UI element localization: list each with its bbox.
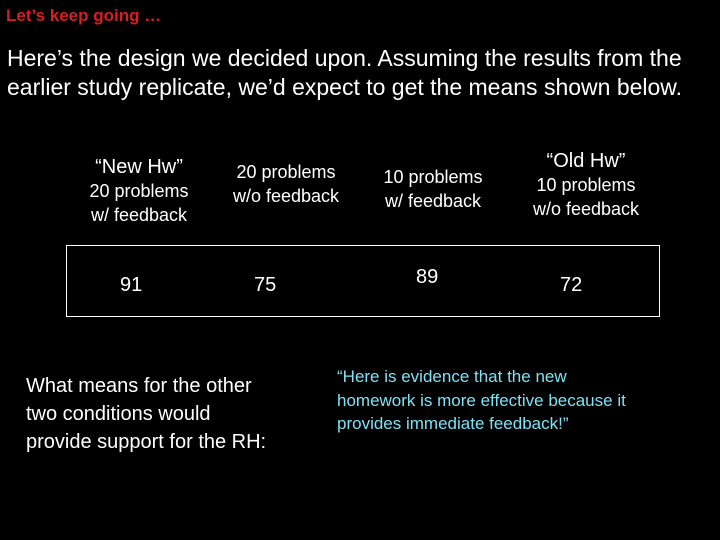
condition-label-line1: 20 problems [236, 162, 336, 182]
question-line: two conditions would [26, 403, 211, 425]
quote-line: provides immediate feedback!” [337, 414, 569, 433]
condition-label-line2: w/o feedback [232, 186, 340, 206]
quote-text [337, 365, 626, 436]
question-text [26, 372, 266, 456]
group-label-new-hw: “New Hw” [95, 156, 183, 178]
question-line: provide support for the RH: [26, 431, 267, 453]
mean-value-4: 72 [560, 274, 583, 296]
condition-column-3 [372, 165, 494, 213]
quote-line: homework is more effective because it [337, 390, 626, 410]
condition-label-line1: 10 problems [383, 167, 483, 187]
condition-column-1 [79, 155, 199, 227]
condition-label-line1: 20 problems [89, 181, 189, 201]
question-line: What means for the other [26, 375, 252, 397]
slide-title: Let’s keep going … [6, 6, 162, 25]
condition-column-2 [220, 160, 352, 208]
condition-label-line2: w/ feedback [384, 191, 482, 211]
condition-column-4 [520, 149, 652, 221]
mean-value-1: 91 [120, 274, 143, 296]
intro-paragraph: Here’s the design we decided upon. Assuming the results from the earlier study replicate, we’d expect to get the means shown below. [7, 45, 683, 100]
condition-label-line1: 10 problems [536, 175, 636, 195]
mean-value-3: 89 [416, 266, 439, 288]
condition-label-line2: w/o feedback [532, 199, 640, 219]
condition-label-line2: w/ feedback [90, 205, 188, 225]
group-label-old-hw: “Old Hw” [546, 150, 626, 172]
mean-value-2: 75 [254, 274, 277, 296]
quote-line: “Here is evidence that the new [337, 367, 567, 386]
